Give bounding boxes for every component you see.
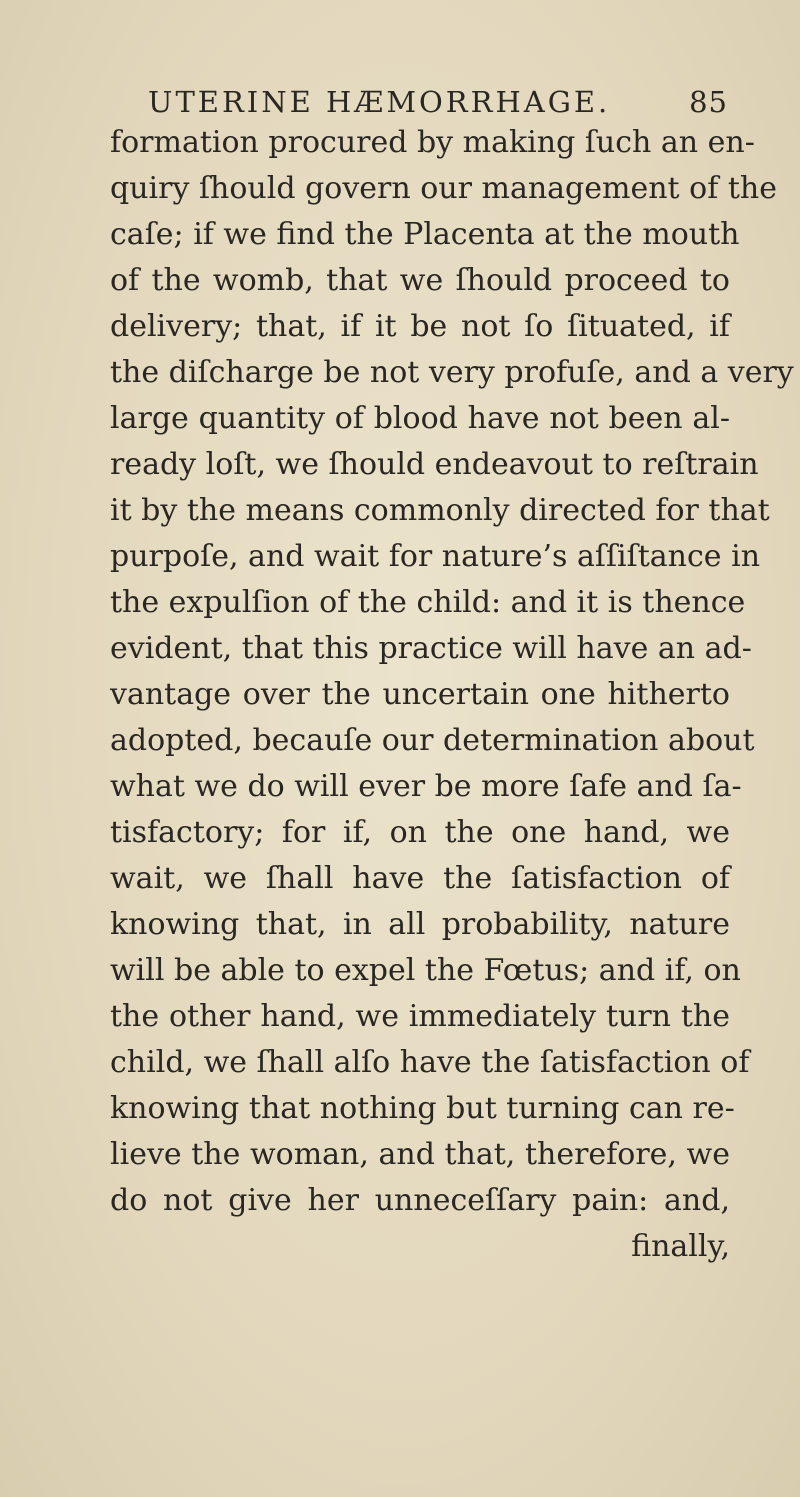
page-header <box>148 80 728 124</box>
text-line: child, we ſhall alſo have the ſatisfaction of <box>110 1045 750 1080</box>
text-line: large quantity of blood have not been al- <box>110 401 730 436</box>
text-line: purpoſe, and wait for nature’s aſſiſtance in <box>110 539 761 574</box>
text-line: knowing that, in all probability, nature <box>110 907 730 942</box>
text-line: evident, that this practice will have an ad- <box>110 631 752 666</box>
page-number: 85 <box>689 85 728 119</box>
body-text <box>110 120 794 1270</box>
text-line: the diſcharge be not very profuſe, and a very <box>110 355 794 390</box>
text-line: wait, we ſhall have the ſatisfaction of <box>110 861 730 896</box>
text-line: delivery; that, if it be not ſo ſituated, if <box>110 309 730 344</box>
text-line: knowing that nothing but turning can re- <box>110 1091 735 1126</box>
text-line: lieve the woman, and that, therefore, we <box>110 1137 730 1172</box>
text-line: of the womb, that we ſhould proceed to <box>110 263 730 298</box>
text-line: will be able to expel the Fœtus; and if, on <box>110 953 741 988</box>
running-title: UTERINE HÆMORRHAGE. <box>148 85 611 119</box>
text-line: it by the means commonly directed for that <box>110 493 770 528</box>
text-line: formation procured by making ſuch an en- <box>110 125 755 160</box>
text-line: the other hand, we immediately turn the <box>110 999 730 1034</box>
text-line: vantage over the uncertain one hitherto <box>110 677 730 712</box>
text-line: caſe; if we find the Placenta at the mouth <box>110 217 740 252</box>
text-line: adopted, becauſe our determination about <box>110 723 755 758</box>
text-line: tisfactory; for if, on the one hand, we <box>110 815 730 850</box>
text-line: ready loſt, we ſhould endeavout to reſtrain <box>110 447 759 482</box>
catchword: finally, <box>631 1229 730 1264</box>
text-line: quiry ſhould govern our management of the <box>110 171 777 206</box>
text-line: do not give her unneceſſary pain: and, <box>110 1183 730 1218</box>
text-line: the expulſion of the child: and it is thence <box>110 585 746 620</box>
text-line: what we do will ever be more ſafe and ſa- <box>110 769 742 804</box>
